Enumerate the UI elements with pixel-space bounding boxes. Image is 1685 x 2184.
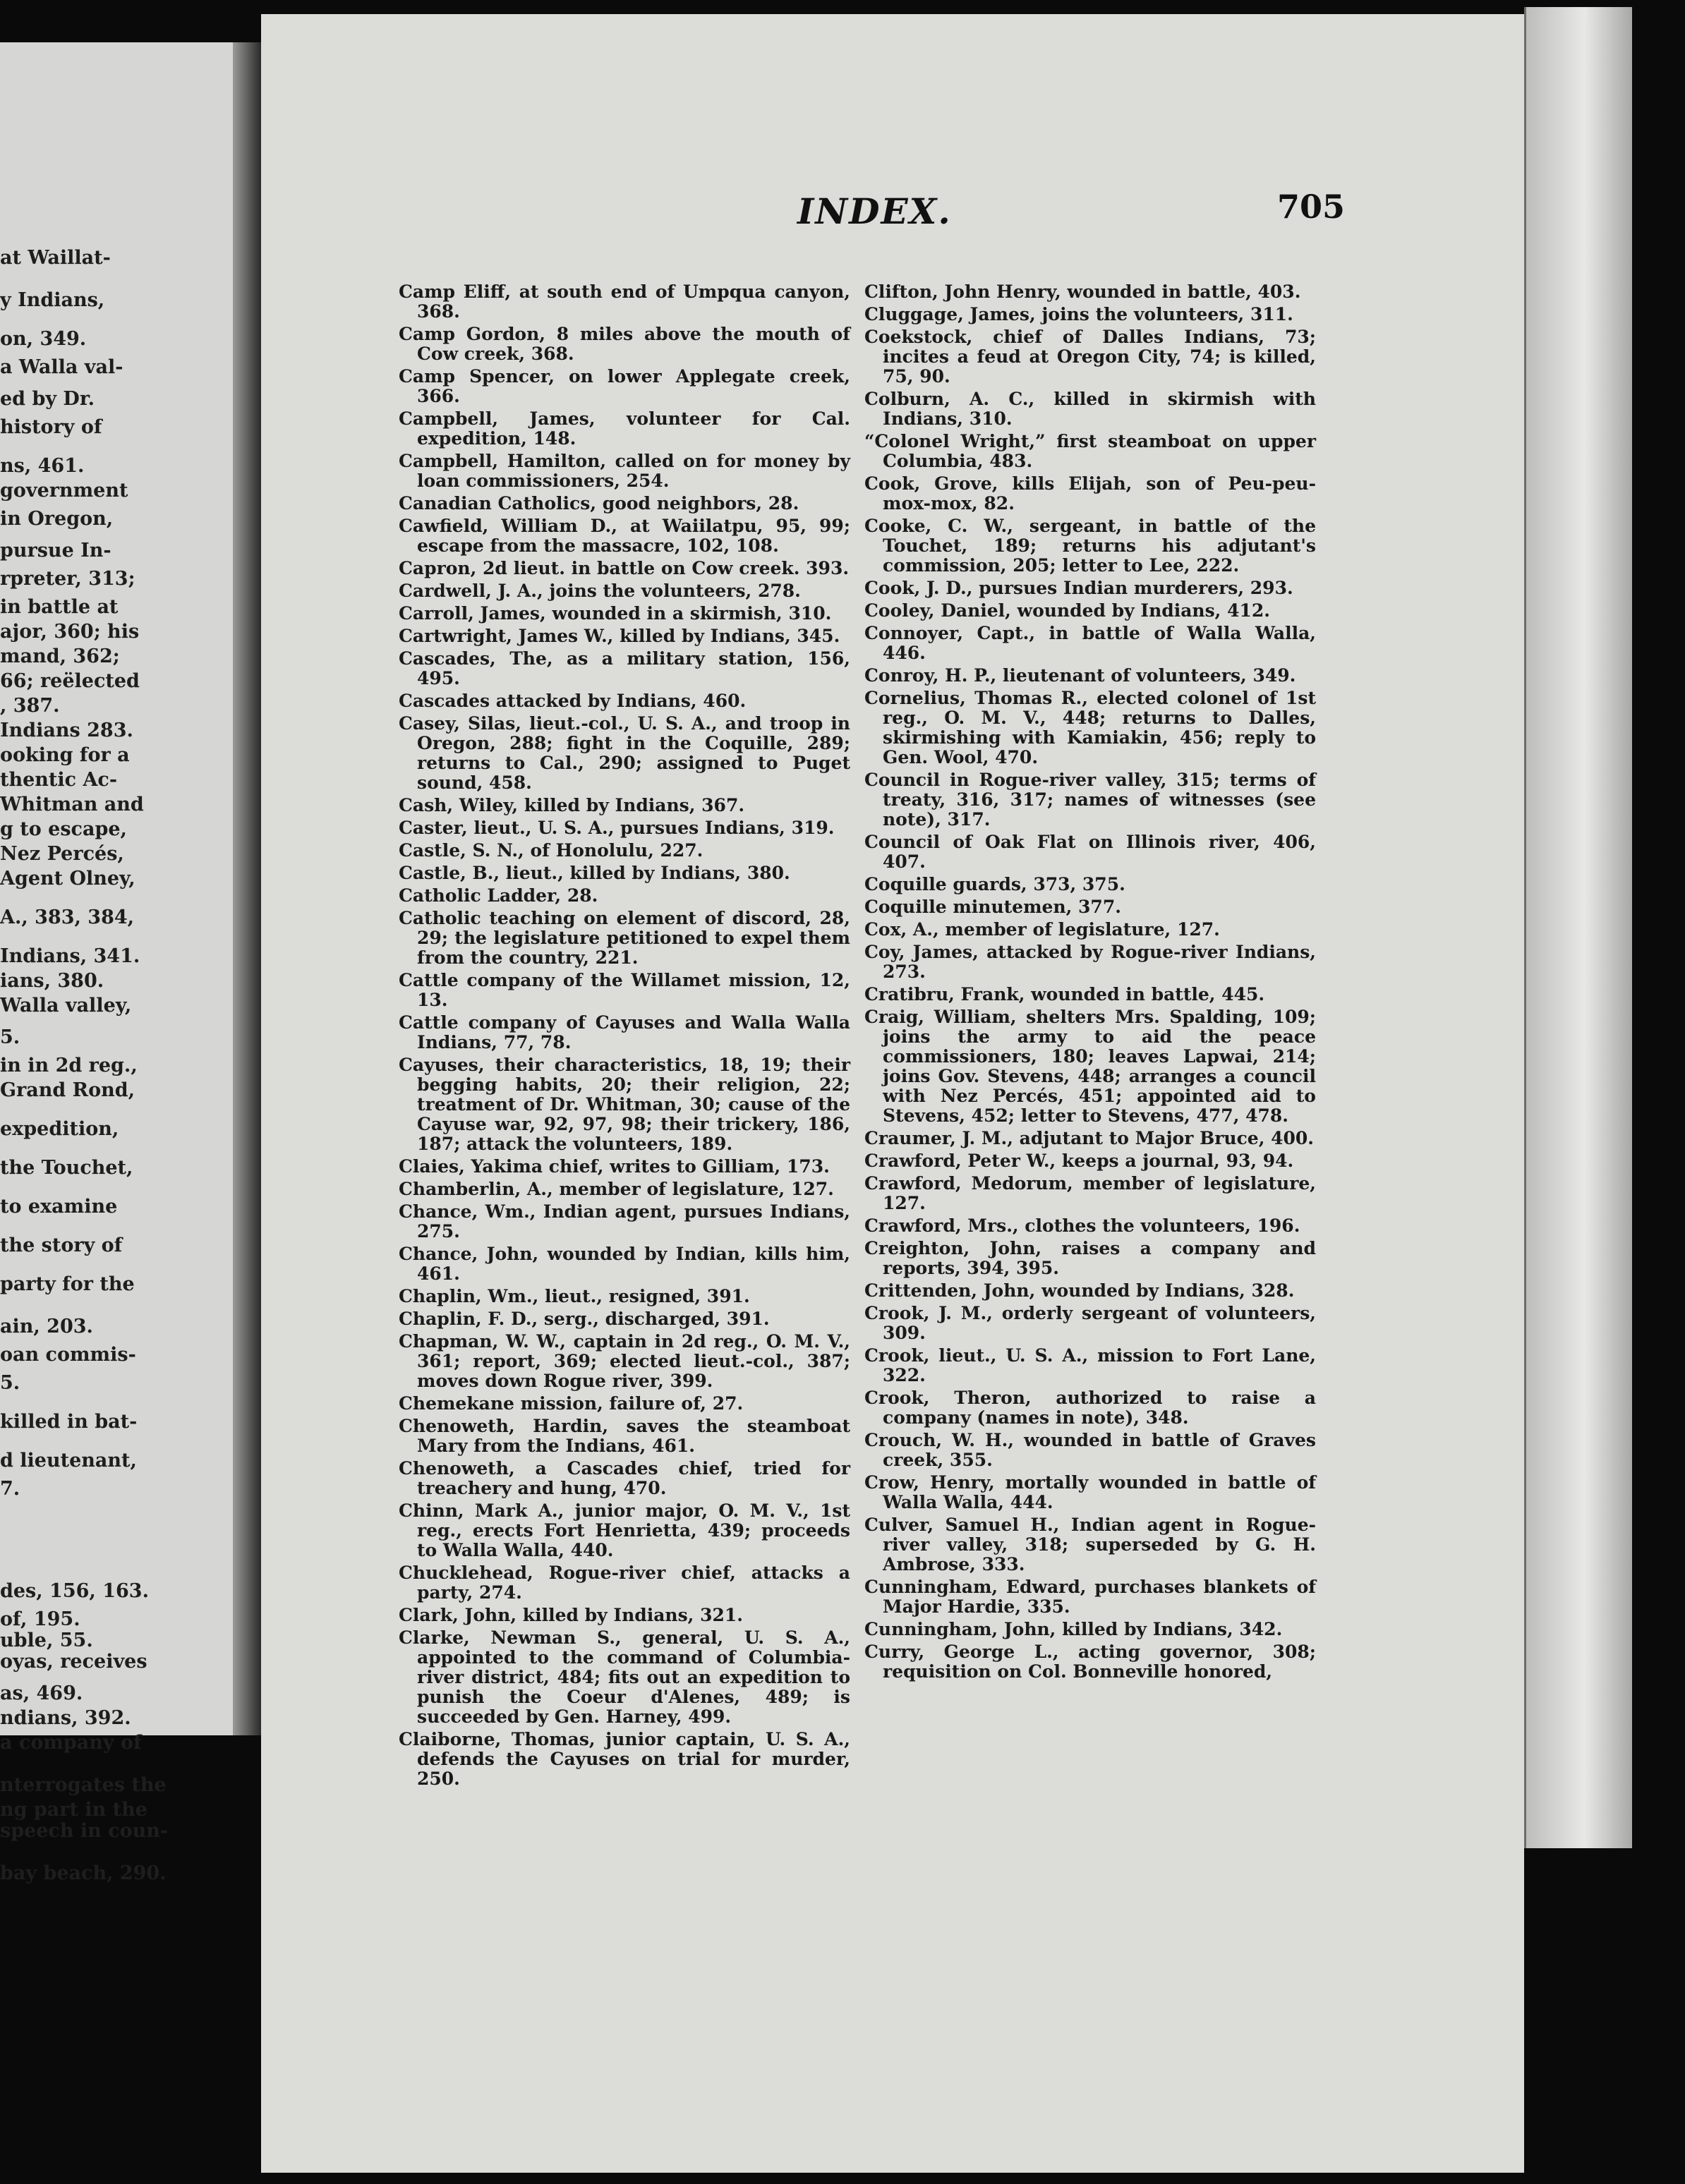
index-entry: Culver, Samuel H., Indian agent in Rogue-river valley, 318; superseded by G. H. Ambrose, 333. (864, 1515, 1316, 1575)
left-page-fragment: ain, 203. (0, 1316, 93, 1337)
index-entry: Chamberlin, A., member of legislature, 127. (399, 1179, 834, 1199)
left-page-fragment: oyas, receives (0, 1651, 147, 1673)
index-entry: Clifton, John Henry, wounded in battle, 403. (864, 281, 1301, 302)
index-entry: Chaplin, Wm., lieut., resigned, 391. (399, 1286, 750, 1306)
index-entry: Camp Gordon, 8 miles above the mouth of Cow creek, 368. (399, 324, 850, 364)
index-entry: Cluggage, James, joins the volunteers, 311. (864, 304, 1293, 324)
left-page-fragment: 5. (0, 1026, 20, 1048)
left-page-fragment: Indians 283. (0, 720, 133, 741)
left-page-fragment: the Touchet, (0, 1157, 133, 1179)
index-entry: Cawfield, William D., at Waiilatpu, 95, 99; escape from the massacre, 102, 108. (399, 516, 850, 556)
index-entry: Casey, Silas, lieut.-col., U. S. A., and troop in Oregon, 288; fight in the Coquille, 289; returns to Cal., 290; assigned to Puget sound, 458. (399, 713, 850, 793)
book-gutter (233, 42, 261, 1735)
index-entry: Conroy, H. P., lieutenant of volunteers, 349. (864, 665, 1296, 686)
index-entry: Chenoweth, Hardin, saves the steamboat Mary from the Indians, 461. (399, 1416, 850, 1456)
left-page-fragment: speech in coun- (0, 1820, 169, 1842)
index-entry: Cook, J. D., pursues Indian murderers, 293. (864, 578, 1293, 598)
index-entry: Campbell, Hamilton, called on for money by loan commissioners, 254. (399, 451, 850, 491)
index-entry: Crittenden, John, wounded by Indians, 328. (864, 1280, 1295, 1301)
index-entry: Cascades, The, as a military station, 156, 495. (399, 648, 850, 688)
index-entry: Cunningham, Edward, purchases blankets of Major Hardie, 335. (864, 1577, 1316, 1617)
index-entry: Castle, B., lieut., killed by Indians, 380. (399, 863, 790, 883)
left-page-fragment: history of (0, 416, 102, 438)
left-page-fragment: pursue In- (0, 540, 111, 562)
index-entry: Claies, Yakima chief, writes to Gilliam, 173. (399, 1156, 830, 1177)
left-page-fragment: in Oregon, (0, 508, 114, 530)
left-page-fragment: in in 2d reg., (0, 1055, 138, 1076)
index-entry: Cardwell, J. A., joins the volunteers, 278. (399, 581, 801, 601)
left-page-fragment: ed by Dr. (0, 388, 95, 410)
index-entry: Cunningham, John, killed by Indians, 342. (864, 1619, 1283, 1639)
index-entry: Coquille minutemen, 377. (864, 897, 1121, 917)
index-entry: Carroll, James, wounded in a skirmish, 310. (399, 603, 832, 624)
left-page-fragment: ndians, 392. (0, 1707, 131, 1729)
index-entry: Coquille guards, 373, 375. (864, 874, 1125, 894)
left-page-fragment: des, 156, 163. (0, 1580, 149, 1602)
index-entry: Coy, James, attacked by Rogue-river Indians, 273. (864, 942, 1316, 982)
left-page-fragment: uble, 55. (0, 1630, 93, 1651)
left-page-fragment: 66; reëlected (0, 670, 140, 692)
left-page-fragment: bay beach, 290. (0, 1862, 167, 1884)
index-entry: Craig, William, shelters Mrs. Spalding, 109; joins the army to aid the peace commissioners, 180; leaves Lapwai, 214; joins Gov. Stevens, 448; arranges a council with Nez Percés, 451; appointed aid to Stevens, 452; letter to Stevens, 477, 478. (864, 1007, 1316, 1126)
index-entry: Cox, A., member of legislature, 127. (864, 919, 1220, 940)
index-entry: Colburn, A. C., killed in skirmish with Indians, 310. (864, 389, 1316, 429)
index-entry: Cooley, Daniel, wounded by Indians, 412. (864, 600, 1270, 621)
index-entry: Camp Spencer, on lower Applegate creek, 366. (399, 366, 850, 406)
left-page-fragment: y Indians, (0, 289, 105, 311)
index-entry: Crouch, W. H., wounded in battle of Graves creek, 355. (864, 1430, 1316, 1470)
index-entry: Cartwright, James W., killed by Indians, 345. (399, 626, 840, 646)
left-page-fragment: a company of (0, 1732, 142, 1754)
left-page-fragment: 5. (0, 1372, 20, 1394)
left-page-fragment: the story of (0, 1234, 123, 1256)
left-page-fragment: at Waillat- (0, 247, 111, 269)
index-entry: “Colonel Wright,” first steamboat on upper Columbia, 483. (864, 431, 1316, 471)
left-page-fragment: government (0, 480, 128, 502)
index-entry: Chance, John, wounded by Indian, kills him, 461. (399, 1244, 850, 1284)
index-entry: Clark, John, killed by Indians, 321. (399, 1605, 743, 1625)
index-entry: Campbell, James, volunteer for Cal. expedition, 148. (399, 408, 850, 449)
index-entry: Chenoweth, a Cascades chief, tried for treachery and hung, 470. (399, 1458, 850, 1498)
left-page-fragment: party for the (0, 1273, 135, 1295)
left-page-fragment: Indians, 341. (0, 945, 140, 967)
left-page-fragment: mand, 362; (0, 645, 120, 667)
left-page-fragment: Agent Olney, (0, 868, 135, 890)
index-entry: Coekstock, chief of Dalles Indians, 73; incites a feud at Oregon City, 74; is killed, 75, 90. (864, 327, 1316, 387)
left-page-fragment: ians, 380. (0, 970, 104, 992)
right-page-edge (1524, 7, 1632, 1848)
index-entry: Chapman, W. W., captain in 2d reg., O. M. V., 361; report, 369; elected lieut.-col., 387; moves down Rogue river, 399. (399, 1331, 850, 1391)
left-page-fragment: Nez Percés, (0, 843, 124, 865)
index-entry: Crawford, Medorum, member of legislature, 127. (864, 1173, 1316, 1213)
index-entry: Canadian Catholics, good neighbors, 28. (399, 493, 799, 514)
index-entry: Cornelius, Thomas R., elected colonel of 1st reg., O. M. V., 448; returns to Dalles, skirmishing with Kamiakin, 456; reply to Gen. Wool, 470. (864, 688, 1316, 768)
left-page-fragment: expedition, (0, 1118, 119, 1140)
index-entry: Council of Oak Flat on Illinois river, 406, 407. (864, 832, 1316, 872)
index-entry: Capron, 2d lieut. in battle on Cow creek. 393. (399, 558, 850, 578)
index-entry: Cattle company of the Willamet mission, 12, 13. (399, 970, 850, 1010)
index-entry: Camp Eliff, at south end of Umpqua canyon, 368. (399, 281, 850, 322)
index-entry: Crow, Henry, mortally wounded in battle of Walla Walla, 444. (864, 1472, 1316, 1512)
index-entry: Crook, Theron, authorized to raise a company (names in note), 348. (864, 1388, 1316, 1428)
left-page-fragment: ooking for a (0, 744, 130, 766)
left-page-fragment: Grand Rond, (0, 1079, 135, 1101)
left-page-fragment: killed in bat- (0, 1411, 138, 1433)
index-entry: Catholic teaching on element of discord, 28, 29; the legislature petitioned to expel them from the country, 221. (399, 908, 850, 968)
index-entry: Crook, J. M., orderly sergeant of volunteers, 309. (864, 1303, 1316, 1343)
index-entry: Chance, Wm., Indian agent, pursues Indians, 275. (399, 1201, 850, 1242)
left-page-fragment: a Walla val- (0, 356, 123, 378)
page-number: 705 (1277, 188, 1346, 226)
left-page-fragment: ng part in the (0, 1799, 147, 1821)
index-column-right (864, 282, 1316, 1685)
left-page-fragment: rpreter, 313; (0, 568, 135, 590)
left-page-fragment: 7. (0, 1478, 20, 1500)
left-page-fragment: to examine (0, 1196, 118, 1218)
index-entry: Caster, lieut., U. S. A., pursues Indians, 319. (399, 818, 835, 838)
left-page-fragment: on, 349. (0, 328, 87, 350)
left-page (0, 42, 233, 1884)
left-page-fragment: nterrogates the (0, 1774, 167, 1796)
index-entry: Crook, lieut., U. S. A., mission to Fort Lane, 322. (864, 1345, 1316, 1385)
index-entry: Chucklehead, Rogue-river chief, attacks a party, 274. (399, 1563, 850, 1603)
index-entry: Catholic Ladder, 28. (399, 885, 598, 906)
left-page-fragment: Whitman and (0, 794, 144, 815)
index-column-left (399, 282, 850, 1792)
left-page-fragment: , 387. (0, 695, 60, 717)
index-entry: Chemekane mission, failure of, 27. (399, 1393, 744, 1414)
index-entry: Castle, S. N., of Honolulu, 227. (399, 840, 703, 861)
left-page-fragment: A., 383, 384, (0, 906, 135, 928)
left-page-fragment: g to escape, (0, 818, 127, 840)
index-entry: Chinn, Mark A., junior major, O. M. V., 1st reg., erects Fort Henrietta, 439; proceeds to Walla Walla, 440. (399, 1500, 850, 1560)
left-page-fragment: of, 195. (0, 1608, 80, 1630)
left-page-fragment: as, 469. (0, 1682, 83, 1704)
index-entry: Cooke, C. W., sergeant, in battle of the Touchet, 189; returns his adjutant's commission, 205; letter to Lee, 222. (864, 516, 1316, 576)
index-entry: Cash, Wiley, killed by Indians, 367. (399, 795, 745, 815)
index-entry: Crawford, Mrs., clothes the volunteers, 196. (864, 1215, 1300, 1236)
index-entry: Claiborne, Thomas, junior captain, U. S. A., defends the Cayuses on trial for murder, 250. (399, 1729, 850, 1789)
page-title: INDEX. (797, 190, 952, 232)
index-entry: Craumer, J. M., adjutant to Major Bruce, 400. (864, 1128, 1315, 1148)
left-page-fragment: ns, 461. (0, 455, 85, 477)
left-page-fragment: Walla valley, (0, 995, 132, 1017)
left-page-fragment: in battle at (0, 596, 119, 618)
index-entry: Crawford, Peter W., keeps a journal, 93, 94. (864, 1151, 1294, 1171)
left-page-fragment: oan commis- (0, 1344, 136, 1366)
index-entry: Connoyer, Capt., in battle of Walla Walla, 446. (864, 623, 1316, 663)
index-entry: Cratibru, Frank, wounded in battle, 445. (864, 984, 1265, 1005)
index-entry: Cook, Grove, kills Elijah, son of Peu-peu-mox-mox, 82. (864, 473, 1316, 514)
left-page-fragment: thentic Ac- (0, 769, 118, 791)
index-entry: Cayuses, their characteristics, 18, 19; their begging habits, 20; their religion, 22; treatment of Dr. Whitman, 30; cause of the Cayuse war, 92, 97, 98; their trickery, 186, 187; attack the volunteers, 189. (399, 1055, 850, 1154)
index-page (261, 14, 1524, 2173)
index-entry: Creighton, John, raises a company and reports, 394, 395. (864, 1238, 1316, 1278)
index-entry: Clarke, Newman S., general, U. S. A., appointed to the command of Columbia-river district, 484; fits out an expedition to punish the Coeur d'Alenes, 489; is succeeded by Gen. Harney, 499. (399, 1627, 850, 1727)
index-entry: Curry, George L., acting governor, 308; requisition on Col. Bonneville honored, (864, 1642, 1316, 1682)
index-entry: Chaplin, F. D., serg., discharged, 391. (399, 1309, 770, 1329)
left-page-fragment: d lieutenant, (0, 1450, 137, 1472)
index-entry: Council in Rogue-river valley, 315; terms of treaty, 316, 317; names of witnesses (see note), 317. (864, 770, 1316, 830)
left-page-fragment: ajor, 360; his (0, 621, 140, 643)
index-entry: Cattle company of Cayuses and Walla Walla Indians, 77, 78. (399, 1012, 850, 1052)
index-entry: Cascades attacked by Indians, 460. (399, 691, 747, 711)
